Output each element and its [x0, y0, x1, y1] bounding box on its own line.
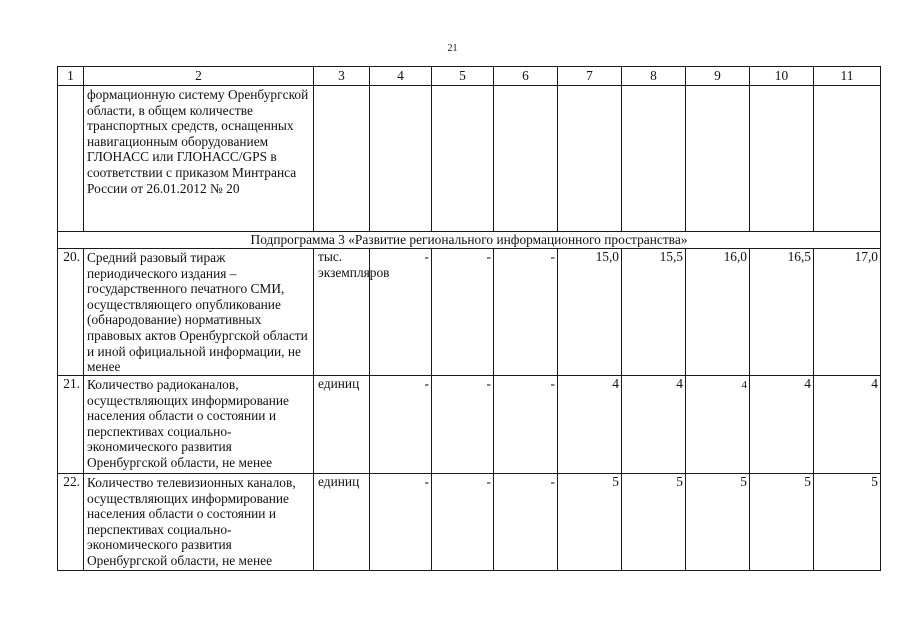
value-cell: 5 — [686, 474, 750, 571]
column-number: 5 — [432, 67, 494, 86]
unit-cell — [314, 86, 370, 232]
value-cell: 4 — [750, 376, 814, 474]
value-cell — [750, 86, 814, 232]
column-number: 4 — [370, 67, 432, 86]
row-number: 21. — [58, 376, 84, 474]
value-cell: 4 — [558, 376, 622, 474]
table-row — [58, 376, 881, 474]
value-cell: - — [370, 249, 432, 376]
table-row — [58, 86, 881, 232]
column-number: 7 — [558, 67, 622, 86]
column-number: 1 — [58, 67, 84, 86]
section-title: Подпрограмма 3 «Развитие регионального информационного пространства» — [58, 232, 881, 249]
value-cell: 16,5 — [750, 249, 814, 376]
value-cell: - — [432, 249, 494, 376]
unit-cell: единиц — [314, 474, 370, 571]
value-cell: 4 — [622, 376, 686, 474]
column-number-header-row — [58, 67, 881, 86]
value-cell: - — [370, 474, 432, 571]
row-number: 22. — [58, 474, 84, 571]
indicator-table — [57, 66, 881, 571]
value-cell: - — [494, 474, 558, 571]
value-cell — [686, 86, 750, 232]
column-number: 6 — [494, 67, 558, 86]
value-cell: - — [432, 376, 494, 474]
table-row — [58, 474, 881, 571]
section-row — [58, 232, 881, 249]
indicator-description: Средний разовый тираж периодического издания – государственного печатного СМИ, осуществляющего опубликование (обнародование) нормативных правовых актов Оренбургской области и иной официальной информации, не менее — [84, 249, 314, 376]
value-cell — [370, 86, 432, 232]
value-cell: 4 — [814, 376, 881, 474]
indicator-description: Количество радиоканалов, осуществляющих информирование населения области о состоянии и перспективах социально-экономического развития Оренбургской области, не менее — [84, 376, 314, 474]
value-cell: 5 — [622, 474, 686, 571]
value-cell — [622, 86, 686, 232]
row-number: 20. — [58, 249, 84, 376]
row-number — [58, 86, 84, 232]
value-text: 4 — [741, 379, 747, 391]
column-number: 8 — [622, 67, 686, 86]
value-cell: - — [432, 474, 494, 571]
value-cell — [494, 86, 558, 232]
value-cell: - — [494, 376, 558, 474]
indicator-description: Количество телевизионных каналов, осуществляющих информирование населения области о состоянии и перспективах социально-экономического развития Оренбургской области, не менее — [84, 474, 314, 571]
page-number: 21 — [447, 43, 458, 54]
value-cell: 16,0 — [686, 249, 750, 376]
value-cell: 15,5 — [622, 249, 686, 376]
value-cell — [814, 86, 881, 232]
column-number: 11 — [814, 67, 881, 86]
column-number: 2 — [84, 67, 314, 86]
value-cell — [686, 376, 750, 474]
value-cell: 17,0 — [814, 249, 881, 376]
column-number: 9 — [686, 67, 750, 86]
column-number: 3 — [314, 67, 370, 86]
value-cell: 5 — [814, 474, 881, 571]
unit-cell: единиц — [314, 376, 370, 474]
table-row — [58, 249, 881, 376]
value-cell — [432, 86, 494, 232]
value-cell — [558, 86, 622, 232]
indicator-description: формационную систему Оренбургской области, в общем количестве транспортных средств, оснащенных навигационным оборудованием ГЛОНАСС или ГЛОНАСС/GPS в соответствии с приказом Минтранса России от 26.01.2012 № 20 — [84, 86, 314, 232]
column-number: 10 — [750, 67, 814, 86]
value-cell: - — [494, 249, 558, 376]
value-cell: 5 — [558, 474, 622, 571]
value-cell: 5 — [750, 474, 814, 571]
value-cell: - — [370, 376, 432, 474]
unit-cell: тыс. экземпляров — [314, 249, 370, 376]
value-cell: 15,0 — [558, 249, 622, 376]
